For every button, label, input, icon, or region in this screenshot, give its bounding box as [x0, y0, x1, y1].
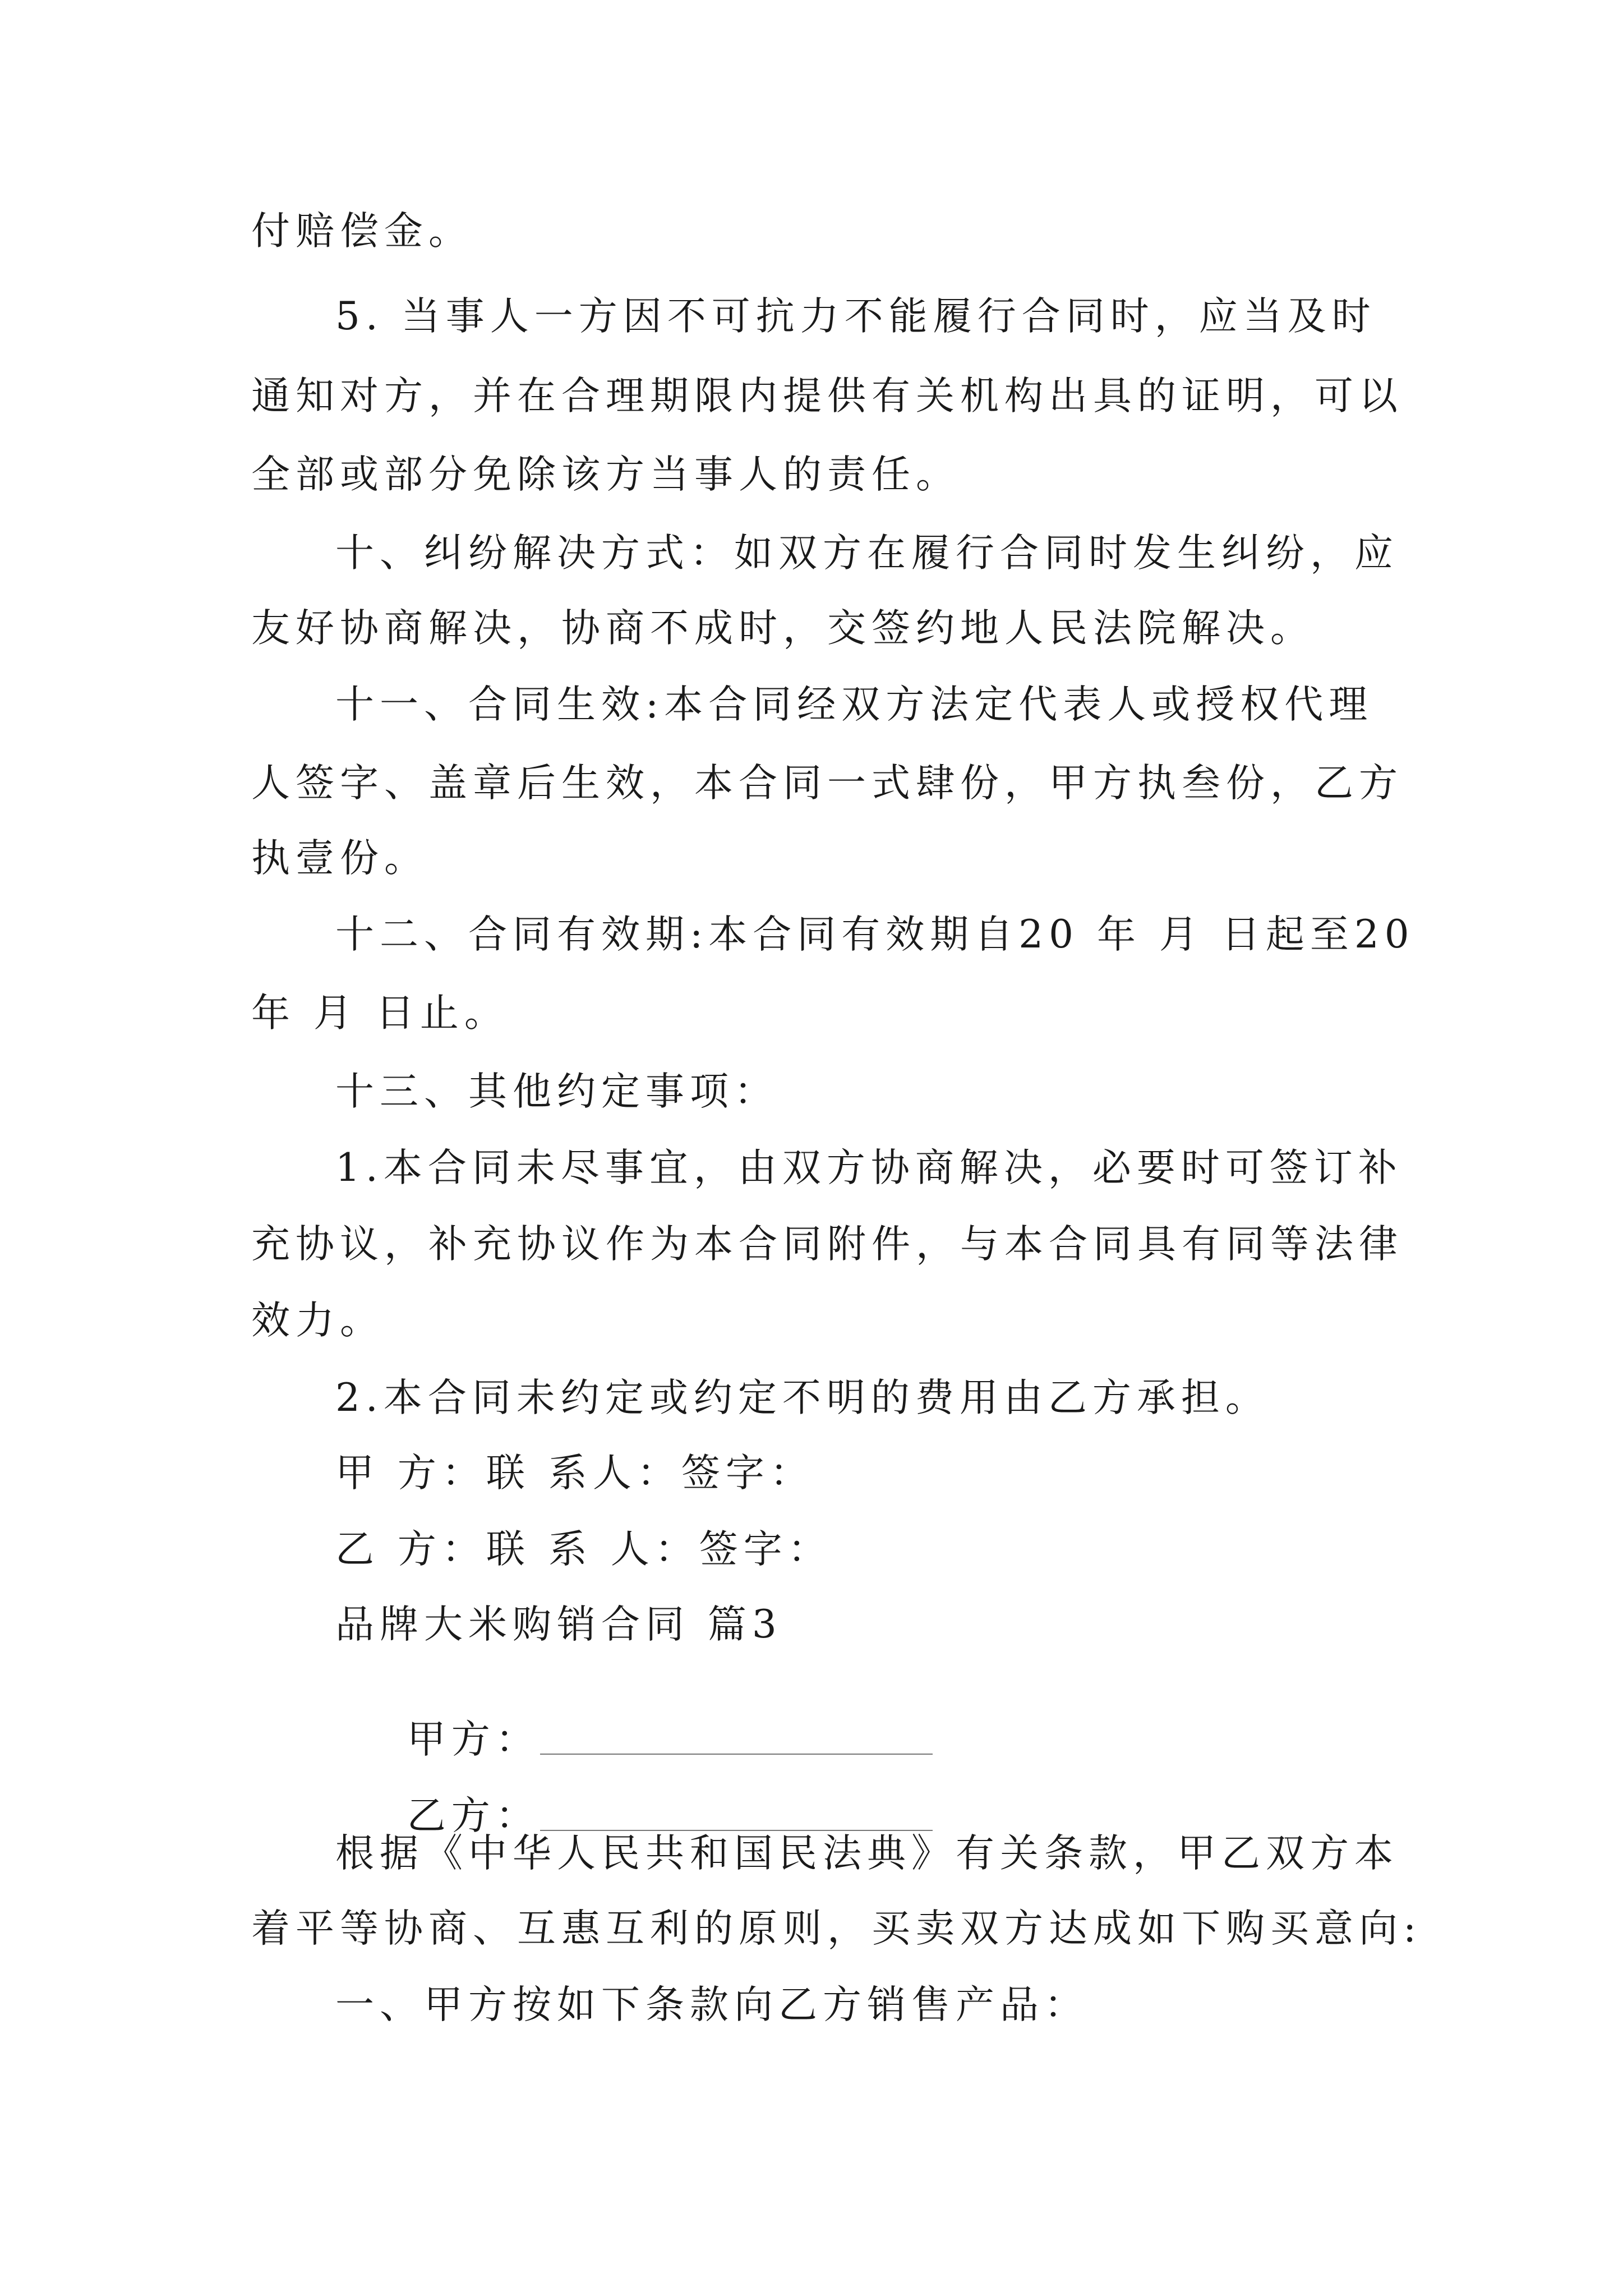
text-line-11: 年 月 日止。	[251, 991, 509, 1036]
party-b-label: 乙方：	[407, 1793, 540, 1838]
text-line-13: 1.本合同未尽事宜，由双方协商解决，必要时可签订补	[335, 1145, 1403, 1190]
text-line-8: 人签字、盖章后生效，本合同一式肆份，甲方执叁份，乙方	[251, 761, 1403, 806]
text-line-23: 着平等协商、互惠互利的原则，买卖双方达成如下购买意向:	[251, 1906, 1422, 1951]
text-line-7: 十一、合同生效:本合同经双方法定代表人或授权代理	[335, 682, 1373, 727]
text-line-24: 一、甲方按如下条款向乙方销售产品：	[335, 1982, 1089, 2027]
text-line-15: 效力。	[251, 1298, 384, 1343]
text-line-5: 十、纠纷解决方式：如双方在履行合同时发生纠纷，应	[335, 531, 1399, 576]
text-line-12: 十三、其他约定事项：	[335, 1069, 778, 1114]
party-a-label: 甲方：	[407, 1717, 540, 1762]
text-line-10: 十二、合同有效期:本合同有效期自20 年 月 日起至20	[335, 912, 1415, 957]
text-line-4: 全部或部分免除该方当事人的责任。	[251, 452, 960, 497]
party-a-blank-underline	[540, 1754, 933, 1755]
text-line-1: 付赔偿金。	[251, 209, 473, 254]
text-line-22: 根据《中华人民共和国民法典》有关条款，甲乙双方本	[335, 1831, 1399, 1876]
text-line-9: 执壹份。	[251, 836, 428, 881]
text-line-6: 友好协商解决，协商不成时，交签约地人民法院解决。	[251, 606, 1315, 651]
text-line-2: 5. 当事人一方因不可抗力不能履行合同时，应当及时	[335, 294, 1376, 339]
text-line-17: 甲 方：联 系人：签字：	[335, 1451, 814, 1496]
text-line-3: 通知对方，并在合理期限内提供有关机构出具的证明，可以	[251, 374, 1403, 418]
text-line-14: 充协议，补充协议作为本合同附件，与本合同具有同等法律	[251, 1222, 1403, 1267]
text-line-16: 2.本合同未约定或约定不明的费用由乙方承担。	[335, 1375, 1270, 1420]
text-line-19: 品牌大米购销合同 篇3	[335, 1602, 782, 1647]
text-line-18: 乙 方：联 系 人：签字：	[335, 1527, 832, 1572]
